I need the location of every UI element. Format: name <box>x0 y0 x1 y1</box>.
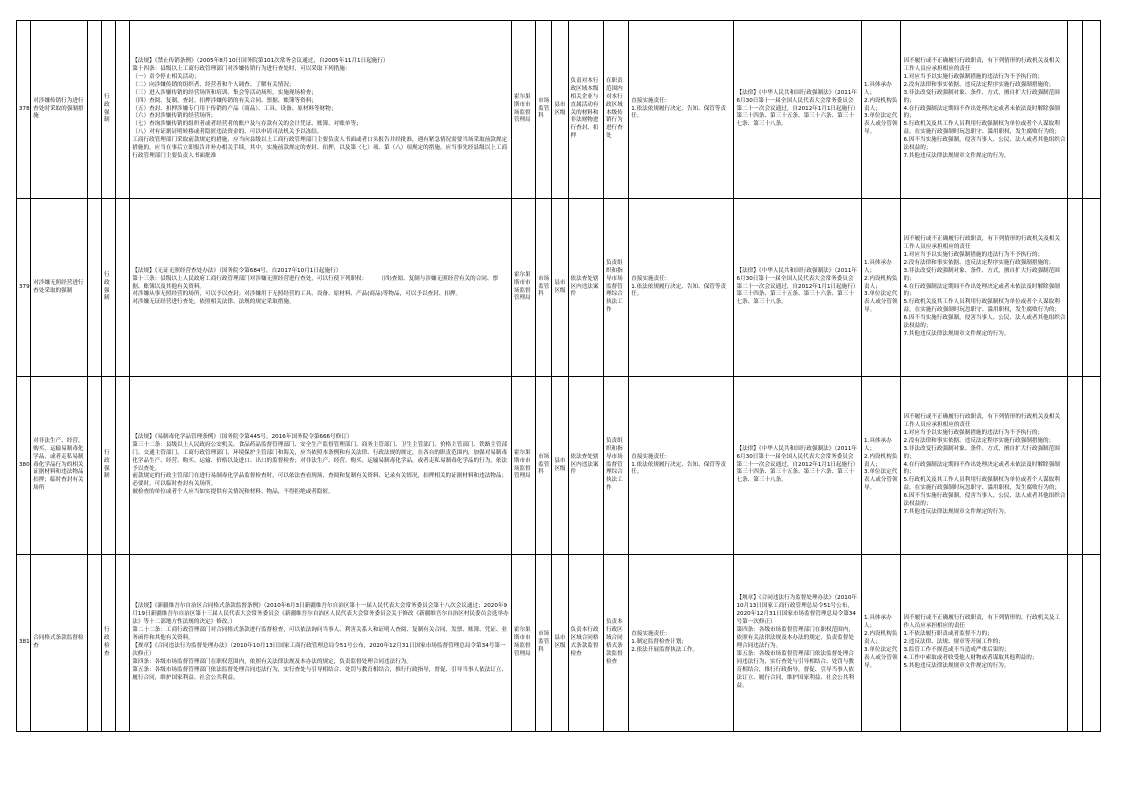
accountability-clauses <box>901 199 1068 377</box>
duty-subject: 依法查处辖区内违法案件 <box>568 199 603 377</box>
basis-paragraph: 对涉嫌从事无照经营的场所，可以予以查封；对涉嫌用于无照经营的工具、设备、原材料、产品(商品)等物品，可以予以查封、扣押。 <box>132 291 462 298</box>
row-number: 380 <box>17 377 31 555</box>
basis-paragraph: 第二十二条：工商行政管理部门对合同格式条款进行监督检查，可以依法询问当事人、利害关系人和证明人查阅、复制有关合同、发票、账簿、凭证、业务函件和其他有关资料。 <box>132 627 508 642</box>
accountability-clauses <box>901 555 1068 732</box>
responsible-office: 市场监管科 <box>536 377 552 555</box>
accountability-item: 1.对应当予以实施行政强制措施的违法行为不予执行的； <box>903 251 1044 258</box>
accountability-item: 3.监管工作不规范或不当造成严重后果的； <box>903 646 1010 653</box>
implementation-responsibility: 直接实施责任： 1.依法依规履行决定、告知、保管等责任。 <box>629 377 734 555</box>
accountability-item: 5.其他违反法律法规规章文件规定的行为。 <box>903 662 1010 669</box>
basis-paragraph: 被检查的单位或者个人应当如实提供有关情况和材料、物品，不得拒绝或者隐匿。 <box>132 489 334 496</box>
empty-cell <box>1068 377 1082 555</box>
power-type: 行政强制 <box>101 199 115 377</box>
basis-paragraph: 对涉嫌无证经营进行查处，依照相关法律、法规的规定采取措施。 <box>132 299 295 306</box>
empty-cell <box>1082 199 1100 377</box>
accountability-item: 1.不依法履行职责或者监督不力的； <box>903 631 993 638</box>
empty-cell <box>87 555 101 732</box>
empty-cell <box>1068 21 1082 199</box>
power-name: 对非法生产、经营、购买、运输易制毒化学品，或者走私易制毒化学品行为的相关证据材料和违法物品扣押；临时查封有关场所 <box>31 377 88 555</box>
accountability-item: 5.行政机关及其工作人员利用行政强制权为单位或者个人谋取利益，在实施行政强制时玩忽职守、滥用职权，发生腐败行为的； <box>903 477 1061 492</box>
basis-paragraph: （四）查阅、复制、查封、扣押涉嫌传销的有关合同、票据、账簿等资料； <box>132 97 317 104</box>
basis-paragraph: （二）向涉嫌传销的组织者、经营者和个人调查、了解有关情况； <box>132 81 295 88</box>
accountability-item: 1.对应当予以实施行政强制措施的违法行为不予执行的； <box>903 429 1044 436</box>
responsible-office: 市场监管科 <box>536 21 552 199</box>
accountability-item: 4.在行政强制法定期间不作出处理决定或者未依法及时解除强制的； <box>903 461 1060 476</box>
responsibility-law-basis: 【法律】《中华人民共和国行政强制法》（2011年6月30日第十一届全国人民代表大会常务委员会第二十一次会议通过，自2012年1月1日起施行） 第三十四条、第三十五条、第三十六条、第三十七条、第三十八条。 <box>734 21 862 199</box>
accountability-item: 5.行政机关及其工作人员利用行政强制权为单位或者个人谋取利益，在实施行政强制时玩忽职守、滥用职权，发生腐败行为的； <box>903 299 1061 314</box>
accountability-item: 1.对应当予以实施行政强制措施的违法行为不予执行的； <box>903 73 1044 80</box>
accountability-item: 因不履行或不正确履行行政职责，有下列情形的行政机关及相关工作人员应承担相应的责任 <box>903 57 1061 72</box>
empty-cell <box>1068 555 1082 732</box>
accountability-item: 3.非法改变行政强制对象、条件、方式，擅自扩大行政强制范围的； <box>903 267 1060 282</box>
empty-cell <box>87 199 101 377</box>
accountability-item: 4.在行政强制法定期间不作出处理决定或者未依法及时解除强制的； <box>903 283 1060 298</box>
basis-paragraph: （三）进入涉嫌传销的经营场所和培训、集会等活动场所，实施现场检查； <box>132 89 317 96</box>
accountability-item: 6.因不当实施行政强制，侵害当事人、公民、法人或者其他组织合法权益的； <box>903 493 1066 508</box>
responsible-subjects: 1.具体承办人； 2.内设机构负责人； 3.单位法定代表人或分管领导。 <box>862 377 901 555</box>
duty-subject: 依法查处辖区内违法案件 <box>568 377 603 555</box>
table-row <box>17 555 1101 732</box>
power-type: 行政强制 <box>101 377 115 555</box>
row-number: 381 <box>17 555 31 732</box>
power-name: 合同格式条款监督检查 <box>31 555 88 732</box>
accountability-item: 3.非法改变行政强制对象、条件、方式，擅自扩大行政强制范围的； <box>903 89 1060 104</box>
empty-cell <box>1082 377 1100 555</box>
duty-scope: 负责组织和指导市场监督管理综合执法工作 <box>603 377 628 555</box>
basis-paragraph: （七）查询涉嫌传销的组织者或者经营者的账户及与存款有关的会计凭证、账簿、对账单等； <box>132 121 362 128</box>
accountability-item: 4.工作中索取或者收受他人财物或者谋取其他利益的； <box>903 654 1038 661</box>
power-list-table <box>16 20 1101 732</box>
accountability-item: 2.违反法律、法规、规章等开展工作的； <box>903 639 1004 646</box>
duty-scope: 负责本行政区域合同格式条款监督检查 <box>603 555 628 732</box>
accountability-item: 7.其他违反法律法规规章文件规定的行为。 <box>903 153 1010 160</box>
empty-cell <box>116 199 130 377</box>
responsible-office: 市场监管科 <box>536 555 552 732</box>
basis-paragraph: 【法规】《禁止传销条例》（2005年8月10日国务院第101次常务会议通过，自2005年11月1日起施行） <box>132 57 389 64</box>
duty-subject: 负责本行政区域合同格式条款监督检查 <box>568 555 603 732</box>
basis-paragraph: 【法规】《新疆维吾尔自治区合同格式条款监督条例》（2010年6月3日新疆维吾尔自治区第十一届人民代表大会常务委员会第十八次会议通过；2020年9月19日新疆维吾尔自治区第十三届人民代表大会常务委员会《新疆维吾尔自治区人民代表大会常务委员会关于修改《新疆维吾尔自治区村民委员会选举办法》等十二部地方性法规的决定》修改。） <box>132 603 509 626</box>
basis-paragraph: 第五条：各级市场监督管理部门依法监督处理合同违法行为，实行查处与引导相结合、处罚与教育相结合，推行行政指导，督促、引导当事人依法订立、履行合同，维护国家利益、社会公共利益。 <box>132 666 508 681</box>
implementation-responsibility: 直接实施责任： 1.制定监督检查计划； 2.依法开展监督执法工作。 <box>629 555 734 732</box>
legal-basis <box>130 377 512 555</box>
accountability-item: 因不履行或不正确履行行政职责，有下列情形的行政机关及相关工作人员应承担相应的责任 <box>903 413 1061 428</box>
table-row <box>17 21 1101 199</box>
basis-paragraph: （一）责令停止相关活动； <box>132 73 200 80</box>
responsible-subjects: 1.具体承办人； 2.内设机构负责人； 3.单位法定代表人或分管领导。 <box>862 555 901 732</box>
empty-cell <box>116 21 130 199</box>
responsible-office: 市场监管科 <box>536 199 552 377</box>
accountability-item: 因不履行或不正确履行行政职责，有下列情形的，行政机关及工作人员应承担相应的责任 <box>903 615 1061 630</box>
legal-basis <box>130 199 512 377</box>
empty-cell <box>1082 555 1100 732</box>
power-name: 对涉嫌无照经营进行查处采取的强制 <box>31 199 88 377</box>
accountability-item: 2.没有法律和事实依据、违反法定程序实施行政强制措施的； <box>903 437 1055 444</box>
row-number: 379 <box>17 199 31 377</box>
responsibility-law-basis: 【法律】《中华人民共和国行政强制法》（2011年6月30日第十一届全国人民代表大会常务委员会第二十一次会议通过，自2012年1月1日起施行） 第三十四条、第三十五条、第三十六条、第三十七条、第三十八条。 <box>734 199 862 377</box>
responsible-subjects: 1.具体承办人； 2.内设机构负责人； 3.单位法定代表人或分管领导。 <box>862 21 901 199</box>
accountability-item: 6.因不当实施行政强制，侵害当事人、公民、法人或者其他组织合法权益的； <box>903 137 1066 152</box>
duty-scope: 在职责范围内对本行政区域本级传销行为进行查处 <box>603 21 628 199</box>
basis-paragraph: 工商行政管理部门采取前款规定的措施，应当向县级以上工商行政管理部门主要负责人书面或者口头报告并经批准，遇有紧急情况需要当场采取前款规定措施的，应当在事后立即报告并补办相关手续，其中，实施前款规定的查封、扣押，以及第（七）项、第（八）项规定的措施，应当事先经县级以上工商行政管理部门主要负责人书面批准 <box>132 137 508 160</box>
basis-paragraph: （八）对有证据证明转移或者隐匿违法资金的，可以申请司法机关予以冻结。 <box>132 129 323 136</box>
implementing-department: 霍尔果斯市市场监督管理局 <box>511 555 535 732</box>
empty-cell <box>1068 199 1082 377</box>
administrative-level: 县市区级 <box>552 555 568 732</box>
implementing-department: 霍尔果斯市市场监督管理局 <box>511 21 535 199</box>
responsibility-law-basis: 【法律】《中华人民共和国行政强制法》（2011年6月30日第十一届全国人民代表大会常务委员会第二十一次会议通过，自2012年1月1日起施行） 第三十四条、第三十五条、第三十六条、第三十七条、第三十八条。 <box>734 377 862 555</box>
responsibility-law-basis: 【规章】《合同违法行为监督处理办法》（2010年10月13日国家工商行政管理总局令51号公布，2020年12月31日国家市场监督管理总局令第34号第一次修正） 第四条：各级市场监督管理部门在职权范围内，依照有关法律法规及本办法的规定，负责监督处理合同违法行为。 第五条：各级市场监督管理部门依法监督处理合同违法行为，实行查处与引导相结合、处罚与教育相结合，推行行政指导，督促、引导当事人依法订立、履行合同，维护国家利益、社会公共利益。 <box>734 555 862 732</box>
basis-paragraph: （五）查封、扣押涉嫌专门用于传销的产品（商品）、工具、设备、原材料等财物； <box>132 105 337 112</box>
empty-cell <box>87 21 101 199</box>
implementing-department: 霍尔果斯市市场监督管理局 <box>511 377 535 555</box>
accountability-item: 2.没有法律和事实依据、违反法定程序实施行政强制措施的； <box>903 259 1055 266</box>
duty-scope: 负责组织和指导市场监督管理综合执法工作 <box>603 199 628 377</box>
power-type: 行政检查 <box>101 555 115 732</box>
accountability-item: 4.在行政强制法定期间不作出处理决定或者未依法及时解除强制的； <box>903 105 1060 120</box>
basis-paragraph: 第十三条：县级以上人民政府工商行政管理部门对涉嫌无照经营进行查处，可以行使下列职权： （四)查阅、复制与涉嫌无照经营有关的合同、票据、账簿以及其他有关资料。 <box>132 275 499 290</box>
accountability-item: 7.其他违反法律法规规章文件规定的行为。 <box>903 509 1010 516</box>
administrative-level: 县市区级 <box>552 21 568 199</box>
implementation-responsibility: 直接实施责任： 1.依法依规履行决定、告知、保管等责任。 <box>629 199 734 377</box>
administrative-level: 县市区级 <box>552 377 568 555</box>
legal-basis <box>130 555 512 732</box>
basis-paragraph: 第十四条：县级以上工商行政管理部门对涉嫌传销行为进行查处时，可以采取下列措施： <box>132 65 351 72</box>
accountability-item: 6.因不当实施行政强制，侵害当事人、公民、法人或者其他组织合法权益的； <box>903 315 1066 330</box>
basis-paragraph: 【法规】《无证无照经营查处办法》（国务院令第684号，自2017年10月1日起施行） <box>132 267 342 274</box>
basis-paragraph: 第三十二条：县级以上人民政府公安机关、食品药品监督管理部门、安全生产监督管理部门、商务主管部门、卫生主管部门、价格主管部门、铁路主管部门、交通主管部门、工商行政管理部门、环境保护主管部门和海关，应当依照本条例和有关法律、行政法规的规定，在各自的职责范围内，加强对易制毒化学品生产、经营、购买、运输、价格以及进口、出口的监督检查；对非法生产、经营、购买、运输易制毒化学品，或者走私易制毒化学品的行为，依法予以查处。 <box>132 441 508 472</box>
administrative-level: 县市区级 <box>552 199 568 377</box>
empty-cell <box>116 377 130 555</box>
empty-cell <box>1082 21 1100 199</box>
accountability-item: 7.其他违反法律法规规章文件规定的行为。 <box>903 331 1010 338</box>
accountability-item: 2.没有法律和事实依据、违反法定程序实施行政强制措施的； <box>903 81 1055 88</box>
accountability-clauses <box>901 21 1068 199</box>
basis-paragraph: 【法规】《易制毒化学品管理条例》（国务院令第445号，2016年国务院令第666号修订） <box>132 433 353 440</box>
basis-paragraph: 第四条：各级市场监督管理部门在职权范围内，依照有关法律法规及本办法的规定，负责监督处理合同违法行为。 <box>132 658 412 665</box>
accountability-item: 3.非法改变行政强制对象、条件、方式，擅自扩大行政强制范围的； <box>903 445 1060 460</box>
accountability-item: 因不履行或不正确履行行政职责，有下列情形的行政机关及相关工作人员应承担相应的责任 <box>903 235 1061 250</box>
row-number: 378 <box>17 21 31 199</box>
empty-cell <box>116 555 130 732</box>
implementing-department: 霍尔果斯市市场监督管理局 <box>511 199 535 377</box>
basis-paragraph: 【规章】《合同违法行为监督处理办法》（2010年10月13日国家工商行政管理总局令51号公布，2020年12月31日国家市场监督管理总局令第34号第一次修正） <box>132 643 506 657</box>
responsible-subjects: 1.具体承办人； 2.内设机构负责人； 3.单位法定代表人或分管领导。 <box>862 199 901 377</box>
accountability-clauses <box>901 377 1068 555</box>
power-name: 对涉嫌传销行为进行查处时采取的强制措施 <box>31 21 88 199</box>
empty-cell <box>87 377 101 555</box>
power-type: 行政强制 <box>101 21 115 199</box>
table-row <box>17 377 1101 555</box>
basis-paragraph: 前款规定的行政主管部门在进行易制毒化学品监督检查时，可以依法查看现场、查阅和复制有关资料、记录有关情况，扣押相关的证据材料和违法物品；必要时，可以临时查封有关场所。 <box>132 473 508 488</box>
duty-subject: 负责对本行政区域本级相关企业与直属活动有关的材料和非法财物进行查封、扣押 <box>568 21 603 199</box>
legal-basis <box>130 21 512 199</box>
implementation-responsibility: 直接实施责任： 1.依法依规履行决定、告知、保管等责任。 <box>629 21 734 199</box>
basis-paragraph: （六）查封涉嫌传销的经营场所； <box>132 113 217 120</box>
accountability-item: 5.行政机关及其工作人员利用行政强制权为单位或者个人谋取利益，在实施行政强制时玩忽职守、滥用职权，发生腐败行为的； <box>903 121 1061 136</box>
table-row <box>17 199 1101 377</box>
